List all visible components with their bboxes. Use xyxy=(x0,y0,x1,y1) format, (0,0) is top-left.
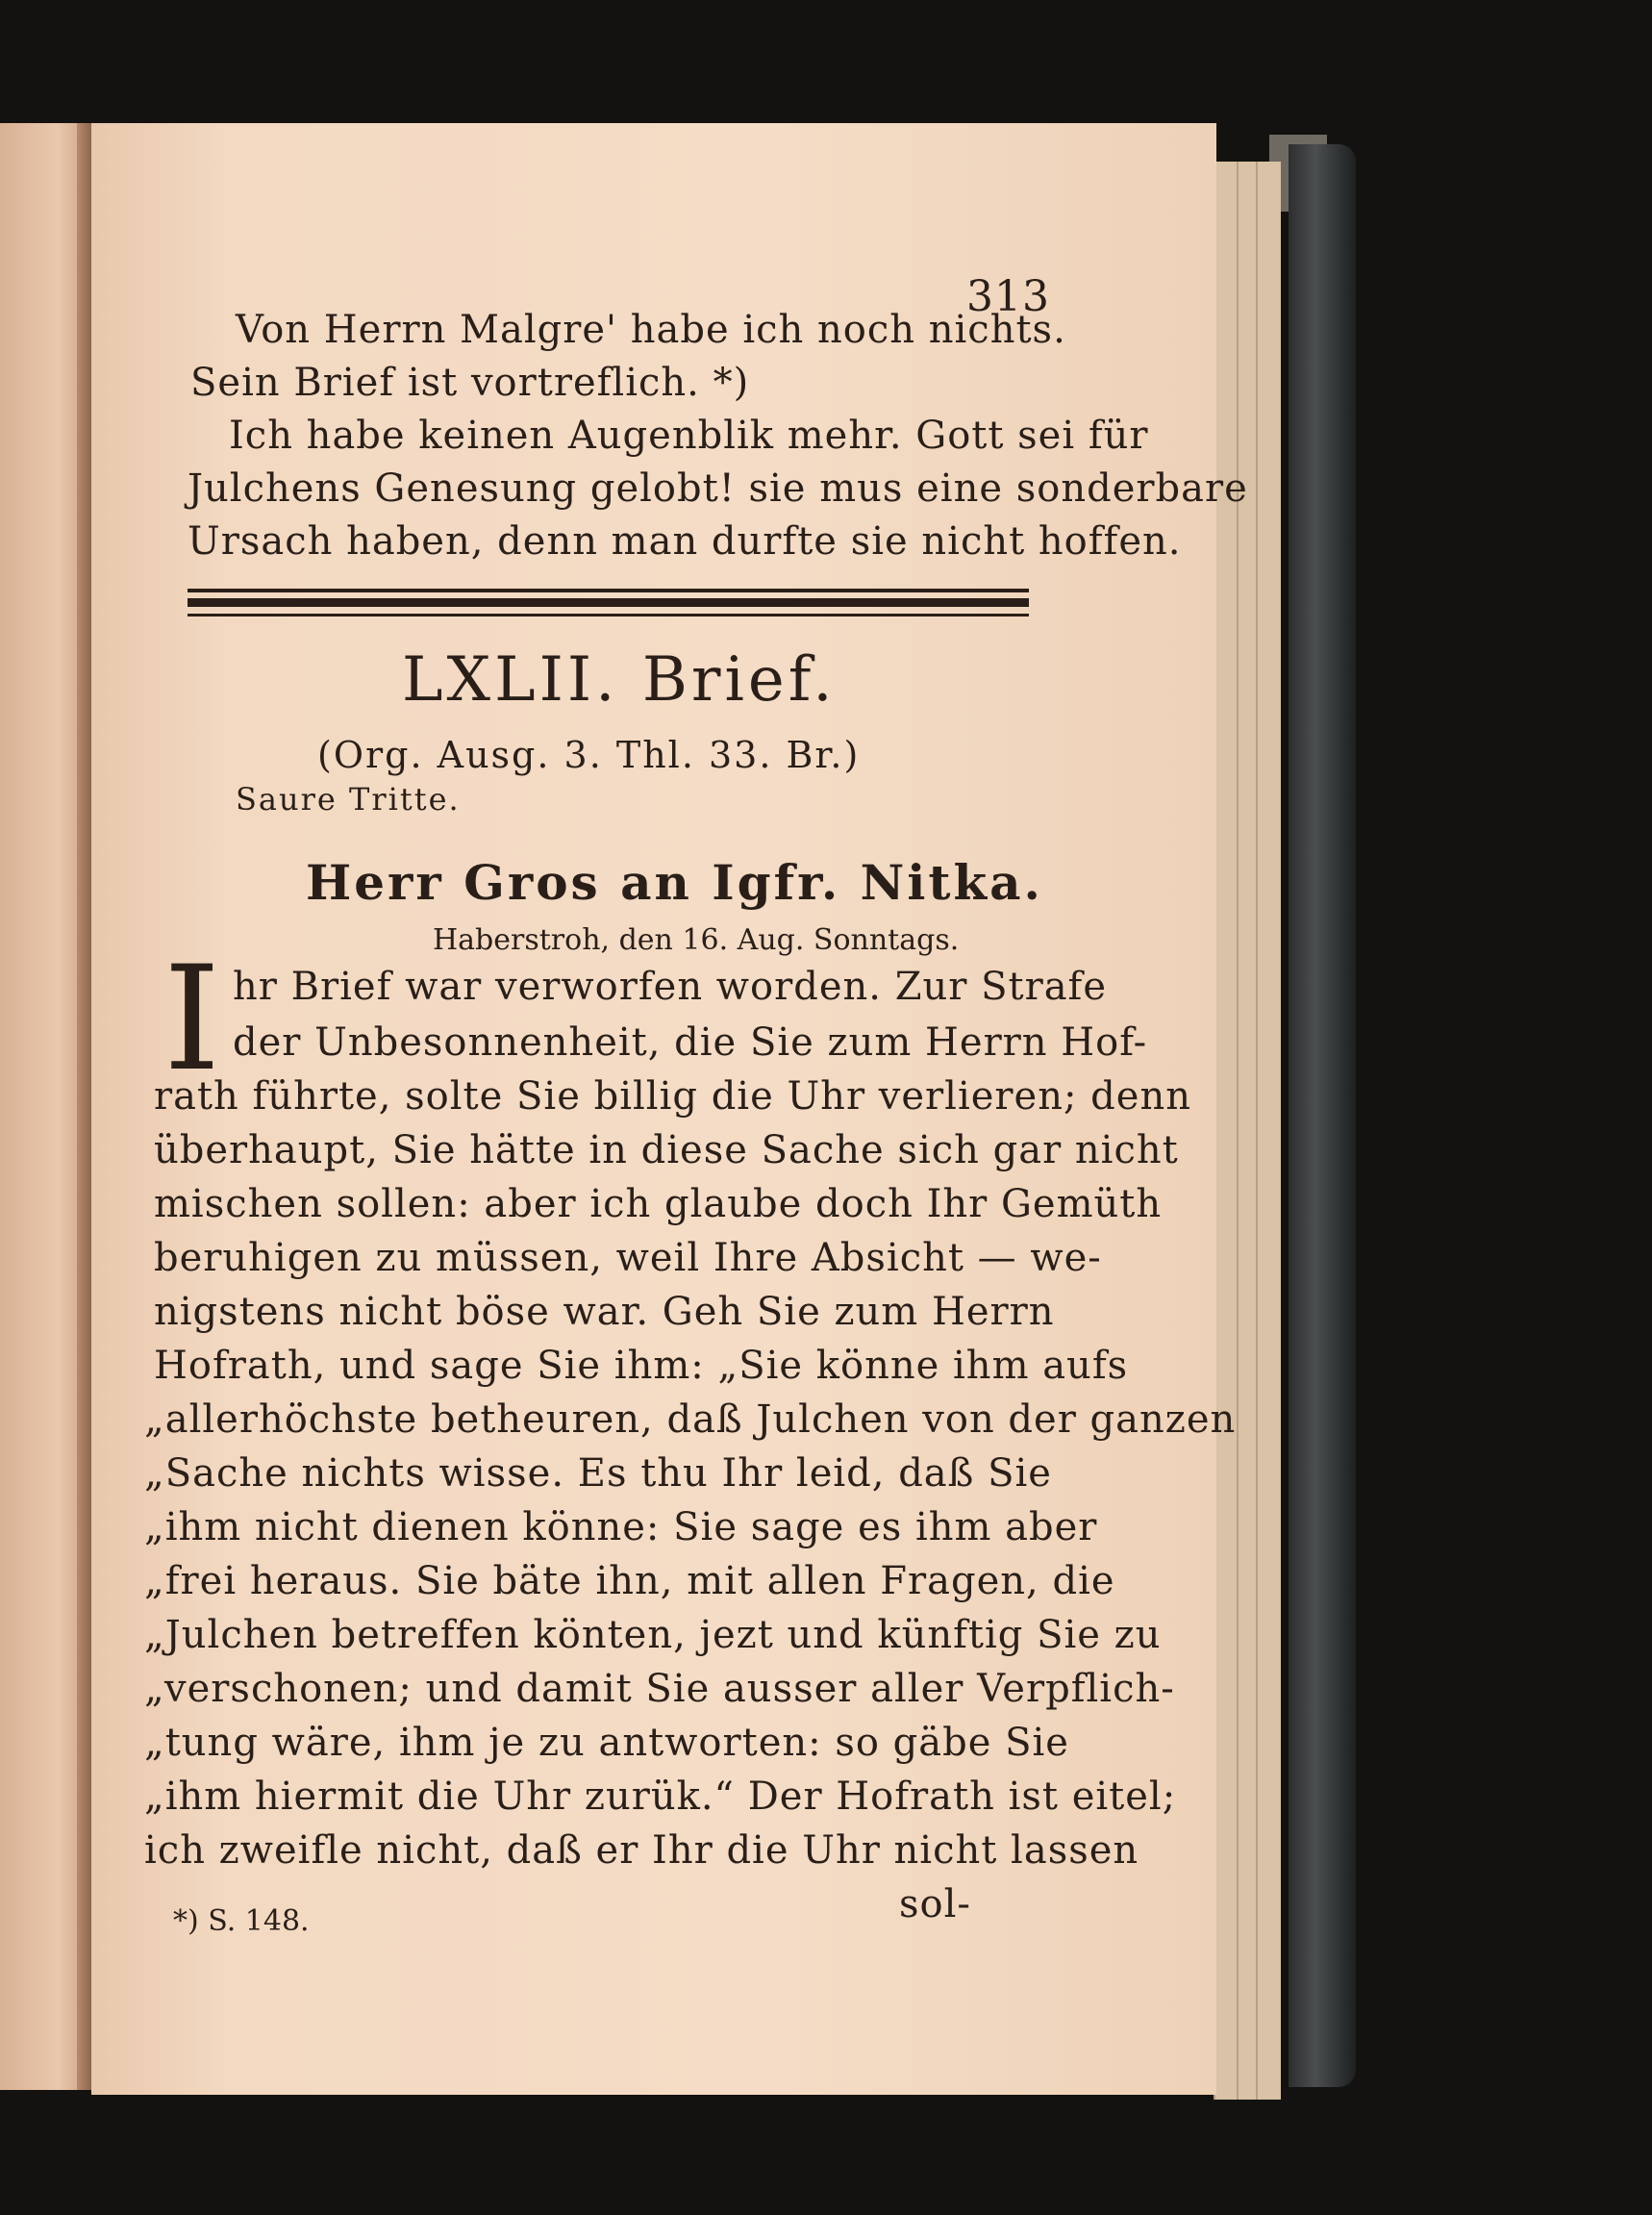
footnote: *) S. 148. xyxy=(173,1904,310,1938)
page-block-edge xyxy=(1256,162,1281,2100)
intro-line: Von Herrn Malgre' habe ich noch nichts. xyxy=(236,308,1066,352)
body-line: der Unbesonnenheit, die Sie zum Herrn Hof- xyxy=(233,1020,1148,1065)
letter-heading: Herr Gros an Igfr. Nitka. xyxy=(306,854,1043,911)
body-line: „ihm nicht dienen könne: Sie sage es ihm aber xyxy=(144,1505,1098,1549)
letter-subtitle: Saure Tritte. xyxy=(236,781,461,818)
body-line: überhaupt, Sie hätte in diese Sache sich gar nicht xyxy=(154,1128,1179,1172)
body-line: hr Brief war verworfen worden. Zur Strafe xyxy=(233,965,1108,1009)
body-line: mischen sollen: aber ich glaube doch Ihr Gemüth xyxy=(154,1182,1163,1226)
divider-rule xyxy=(188,589,1029,592)
divider-rule xyxy=(188,598,1029,607)
intro-line: Julchens Genesung gelobt! sie mus eine sonderbare xyxy=(188,466,1248,511)
body-line: „tung wäre, ihm je zu antworten: so gäbe Sie xyxy=(144,1721,1069,1765)
page-number: 313 xyxy=(966,272,1050,321)
body-line: „verschonen; und damit Sie ausser aller Verpflich- xyxy=(144,1667,1175,1711)
body-line: beruhigen zu müssen, weil Ihre Absicht — we- xyxy=(154,1236,1102,1280)
body-line: ich zweifle nicht, daß er Ihr die Uhr nicht lassen xyxy=(144,1828,1139,1873)
catchword: sol- xyxy=(899,1882,971,1926)
intro-line: Ursach haben, denn man durfte sie nicht hoffen. xyxy=(188,519,1182,564)
body-line: „Sache nichts wisse. Es thu Ihr leid, daß Sie xyxy=(144,1451,1052,1496)
divider-rule xyxy=(188,614,1029,617)
intro-line: Sein Brief ist vortreflich. *) xyxy=(190,361,750,405)
body-line: nigstens nicht böse war. Geh Sie zum Herrn xyxy=(154,1290,1055,1334)
page-block-edge xyxy=(1214,162,1237,2100)
dateline: Haberstroh, den 16. Aug. Sonntags. xyxy=(433,923,960,957)
letter-source: (Org. Ausg. 3. Thl. 33. Br.) xyxy=(317,734,861,776)
body-line: Hofrath, und sage Sie ihm: „Sie könne ihm aufs xyxy=(154,1344,1129,1388)
drop-cap: I xyxy=(163,936,221,1103)
body-line: „allerhöchste betheuren, daß Julchen von der ganzen xyxy=(144,1397,1237,1442)
page-block-edge xyxy=(1237,162,1256,2100)
book-cover xyxy=(1289,144,1356,2087)
body-line: „Julchen betreffen könten, jezt und künftig Sie zu xyxy=(144,1613,1162,1657)
body-line: „ihm hiermit die Uhr zurük.“ Der Hofrath ist eitel; xyxy=(144,1775,1177,1819)
body-line: rath führte, solte Sie billig die Uhr verlieren; denn xyxy=(154,1074,1191,1119)
letter-title: LXLII. Brief. xyxy=(402,644,837,716)
intro-line: Ich habe keinen Augenblik mehr. Gott sei für xyxy=(229,414,1149,458)
body-line: „frei heraus. Sie bäte ihn, mit allen Fragen, die xyxy=(144,1559,1115,1603)
